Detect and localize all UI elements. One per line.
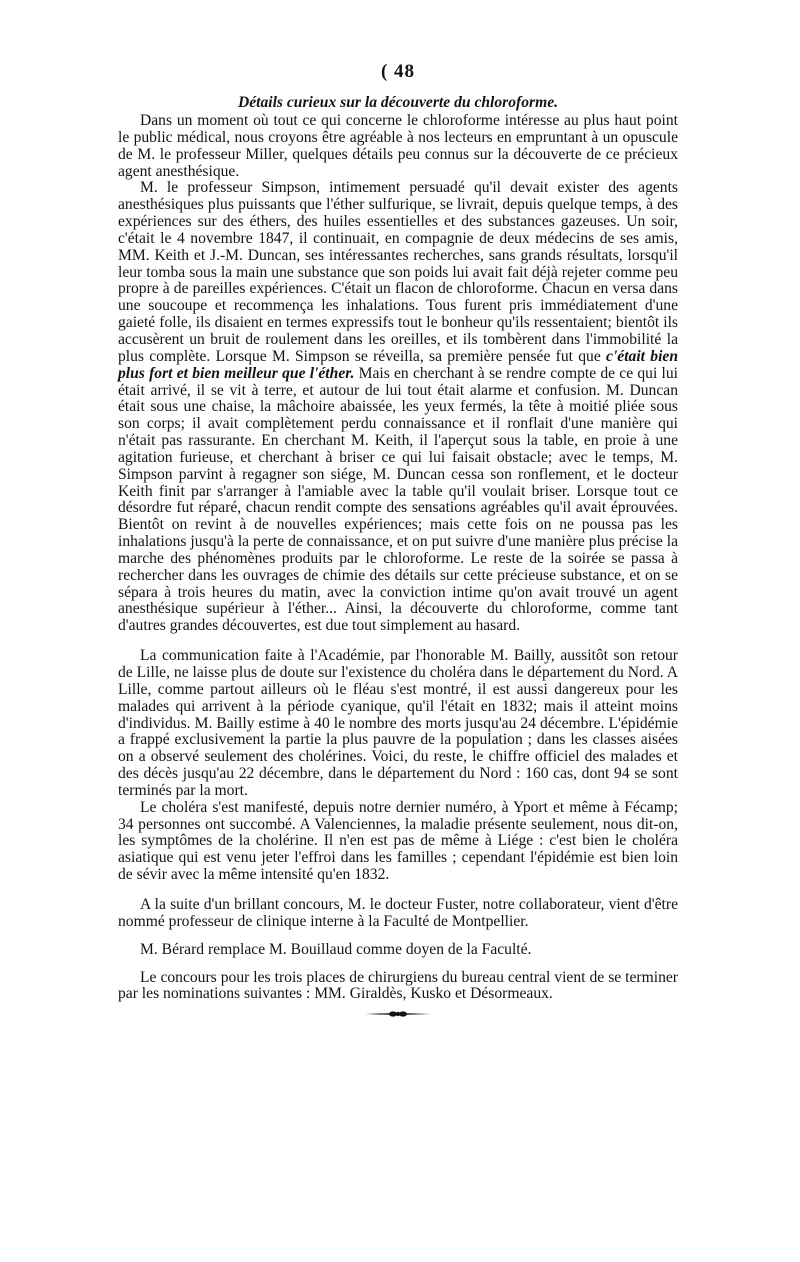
section-gap <box>118 959 678 970</box>
article-paragraph: Dans un moment où tout ce qui concerne le chloroforme intéresse au plus haut point le public médical, nous croyons être agréable à nos lecteurs en empruntant à un opuscule de M. le professeur Miller, quelques détails peu connus sur la découverte de ce précieux agent anesthésique. <box>118 112 678 180</box>
fleuron-rule-icon <box>363 1009 433 1019</box>
page-number: ( 48 <box>380 61 416 82</box>
page-content <box>118 60 678 1019</box>
quote-text: c'était bien plus fort et bien meilleur que l'éther. <box>118 347 679 382</box>
news-paragraph: La communication faite à l'Académie, par l'honorable M. Bailly, aussitôt son retour de Lille, ne laisse plus de doute sur l'existence du choléra dans le département du Nord. A Lille, comme partout ailleurs où le fléau s'est montré, il est aussi dangereux pour les malades qui arrivent à la période cyanique, qu'il l'était en 1832; mais il atteint moins d'individus. M. Bailly estime à 40 le nombre des morts jusqu'au 24 décembre. L'épidémie a frappé exclusivement la partie la plus pauvre de la population ; dans les classes aisées on a observé seulement des cholérines. Voici, du reste, le chiffre officiel des malades et des décès jusqu'au 22 décembre, dans le département du Nord : 160 cas, dont 94 se sont terminés par la mort. <box>118 647 678 799</box>
article-title: Détails curieux sur la découverte du chloroforme. <box>237 94 559 111</box>
notice-concours: Le concours pour les trois places de chirurgiens du bureau central vient de se terminer par les nominations suivantes : MM. Giraldès, Kusko et Désormeaux. <box>118 968 678 1003</box>
notice-berard: M. Bérard remplace M. Bouillaud comme doyen de la Faculté. <box>140 940 532 958</box>
notice-fuster: A la suite d'un brillant concours, M. le docteur Fuster, notre collaborateur, vient d'être nommé professeur de clinique interne à la Faculté de Montpellier. <box>118 895 678 930</box>
section-gap <box>118 931 678 942</box>
article-paragraph-start: M. le professeur Simpson, intimement persuadé qu'il devait exister des agents anesthésiques plus puissants que l'éther sulfurique, se livrait, depuis quelque temps, à des expériences sur des éthers, des huiles essentielles et des substances gazeuses. Un soir, c'était le 4 novembre 1847, il continuait, en compagnie de deux médecins de ses amis, MM. Keith et J.-M. Duncan, ses intéressantes recherches, sans grands résultats, lorsqu'il leur tomba sous la main une substance que son poids lui avait fait déjà rejeter comme peu propre à de pareilles expériences. C'était un flacon de chloroforme. Chacun en versa dans une soucoupe et recommença les inhalations. Tous furent pris immédiatement d'une gaieté folle, ils disaient en termes expressifs tout le bonheur qu'ils ressentaient; bientôt ils accusèrent un bruit de roulement dans les oreilles, et ils tombèrent dans l'immobilité la plus complète. Lorsque M. Simpson se réveilla, sa première pensée fut que <box>118 179 678 365</box>
article-paragraph <box>118 180 678 635</box>
article-paragraph-end: Mais en cherchant à se rendre compte de ce qui lui était arrivé, il se vit à terre, et autour de lui tout était alarme et confusion. M. Duncan était sous une chaise, la mâchoire abaissée, les yeux fermés, la tête à moitié pliée sous son corps; il avait complètement perdu connaissance et il ronflait d'une manière qui n'était pas rassurante. En cherchant M. Keith, il l'aperçut sous la table, en proie à une agitation furieuse, et cherchant à briser ce qui lui faisait obstacle; avec le temps, M. Simpson parvint à regagner son siége, M. Duncan cessa son ronflement, et le docteur Keith finit par s'arranger à l'amiable avec la table qu'il voulait briser. Lorsque tout ce désordre fut réparé, chacun rendit compte des sensations agréables qu'il avait éprouvées. Bientôt on revint à de nouvelles expériences; mais cette fois on ne poussa pas les inhalations jusqu'à la perte de connaissance, et on put suivre d'une manière plus précise la marche des phénomènes produits par le chloroforme. Le reste de la soirée se passa à rechercher dans les ouvrages de chimie des détails sur cette précieuse substance, et on se sépara à trois heures du matin, avec la conviction intime qu'on avait trouvé un agent anesthésique supérieur à l'éther... Ainsi, la découverte du chloroforme, comme tant d'autres grandes découvertes, est due tout simplement au hasard. <box>118 364 678 635</box>
news-paragraph: Le choléra s'est manifesté, depuis notre dernier numéro, à Yport et même à Fécamp; 34 personnes ont succombé. A Valenciennes, la maladie présente seulement, nous dit-on, les symptômes de la cholérine. Il n'en est pas de même à Liége : c'est bien le choléra asiatique qui est venu jeter l'effroi dans les familles ; cependant l'épidémie est bien loin de sévir avec la même intensité qu'en 1832. <box>118 798 678 884</box>
